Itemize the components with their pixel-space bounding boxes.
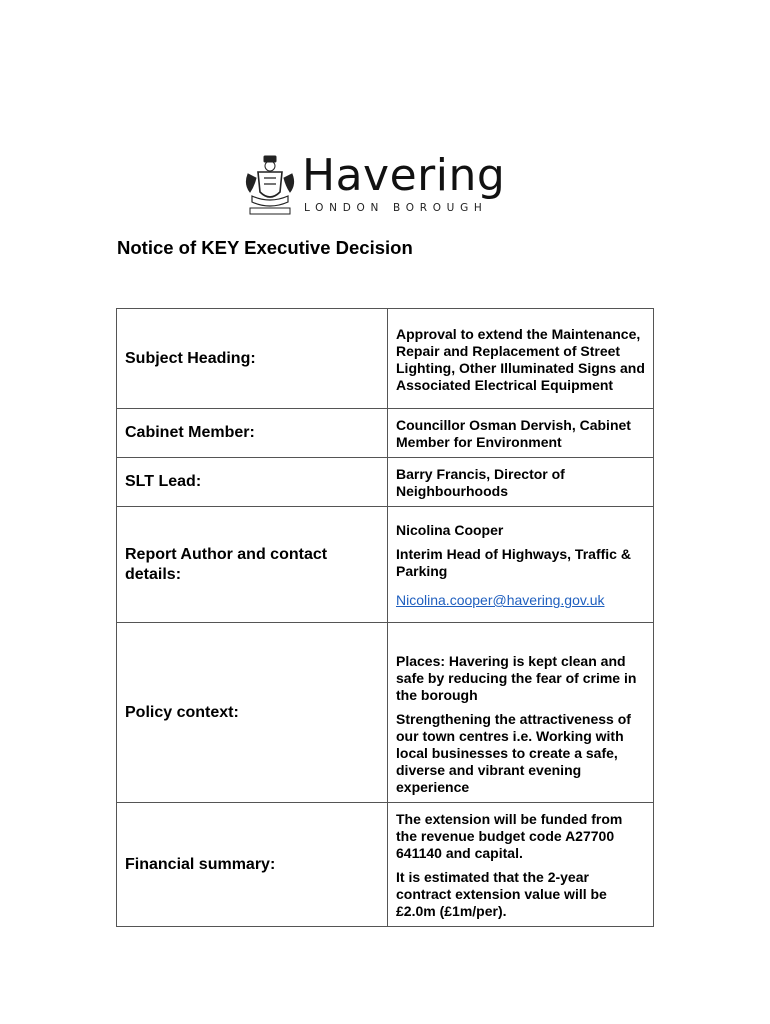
brand-subtitle: LONDON BOROUGH — [304, 202, 488, 214]
policy-label: Policy context: — [117, 623, 388, 803]
slt-value — [388, 458, 654, 507]
subject-value — [388, 309, 654, 409]
policy-text-1: Places: Havering is kept clean and safe by reducing the fear of crime in the borough — [396, 653, 637, 703]
decision-table — [116, 308, 654, 927]
policy-text-2: Strengthening the attractiveness of our town centres i.e. Working with local businesses to create a safe, diverse and vibrant evening experience — [396, 711, 631, 795]
table-row-author — [117, 507, 654, 623]
policy-value — [388, 623, 654, 803]
slt-label: SLT Lead: — [117, 458, 388, 507]
financial-text-1: The extension will be funded from the revenue budget code A27700 641140 and capital. — [396, 811, 623, 861]
crest-icon — [242, 152, 298, 218]
table-row-cabinet — [117, 409, 654, 458]
financial-value — [388, 803, 654, 927]
author-email-link[interactable]: Nicolina.cooper@havering.gov.uk — [396, 592, 605, 608]
author-value — [388, 507, 654, 623]
slt-text: Barry Francis, Director of Neighbourhoods — [396, 466, 565, 499]
author-label: Report Author and contact details: — [117, 507, 388, 623]
financial-text-2: It is estimated that the 2-year contract extension value will be £2.0m (£1m/per). — [396, 869, 607, 919]
table-row-slt — [117, 458, 654, 507]
subject-label: Subject Heading: — [117, 309, 388, 409]
cabinet-label: Cabinet Member: — [117, 409, 388, 458]
table-row-policy — [117, 623, 654, 803]
brand-name: Havering — [302, 150, 506, 201]
cabinet-value — [388, 409, 654, 458]
cabinet-text: Councillor Osman Dervish, Cabinet Member for Environment — [396, 417, 631, 450]
subject-text: Approval to extend the Maintenance, Repair and Replacement of Street Lighting, Other Illuminated Signs and Associated Electrical Equipment — [396, 325, 645, 393]
financial-label: Financial summary: — [117, 803, 388, 927]
author-role: Interim Head of Highways, Traffic & Parking — [396, 546, 631, 579]
author-name: Nicolina Cooper — [396, 522, 504, 538]
table-row-financial — [117, 803, 654, 927]
page-title: Notice of KEY Executive Decision — [117, 237, 413, 258]
table-row-subject — [117, 309, 654, 409]
havering-logo — [242, 152, 522, 218]
